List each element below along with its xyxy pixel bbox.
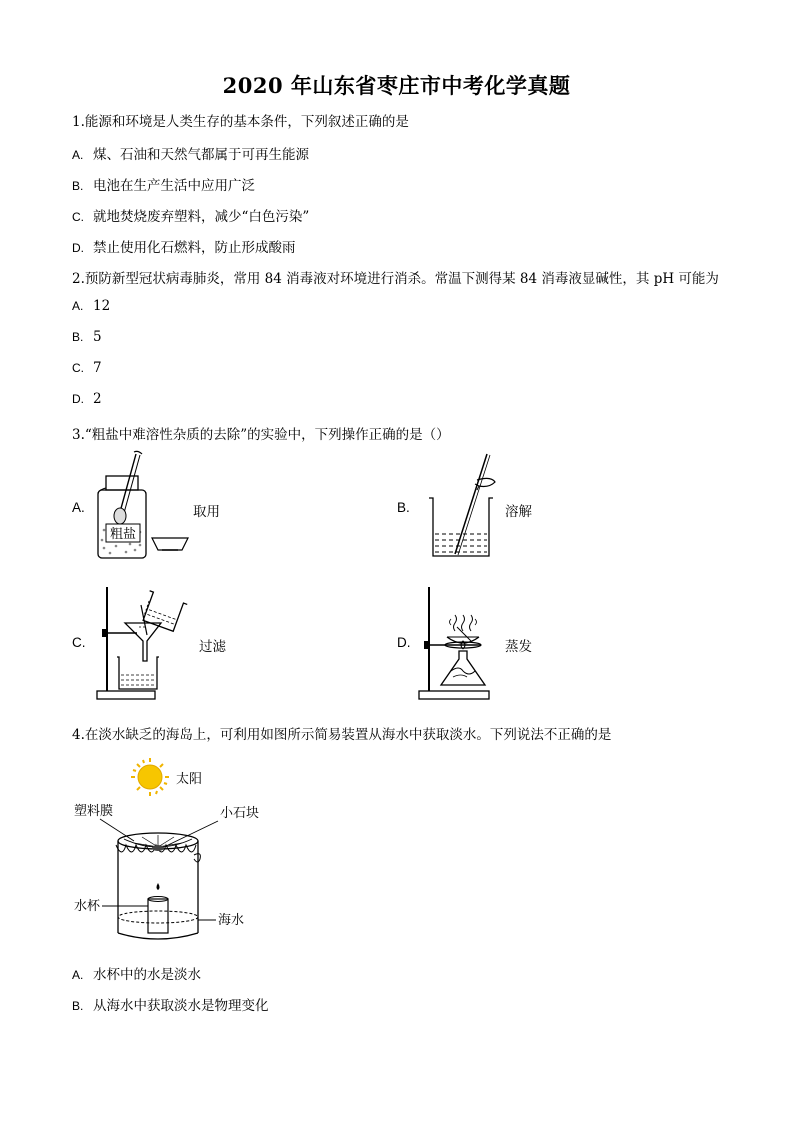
option-text: 禁止使用化石燃料，防止形成酸雨: [93, 240, 296, 256]
salt-jar-label: 粗盐: [109, 527, 137, 542]
salt-jar-figure: [90, 450, 200, 562]
option-label: C.: [72, 210, 84, 224]
q1-option-b[interactable]: [72, 174, 255, 194]
q1-option-d[interactable]: [72, 236, 296, 256]
option-label: A.: [72, 148, 84, 162]
sun-label: 太阳: [176, 772, 203, 787]
option-label: B.: [72, 330, 84, 344]
q2-option-d[interactable]: [72, 391, 102, 407]
cup-label: 水杯: [74, 899, 101, 914]
q3-figure-d-label[interactable]: D.: [397, 635, 411, 650]
q1-stem: 1.能源和环境是人类生存的基本条件，下列叙述正确的是: [72, 114, 409, 130]
option-label: B.: [72, 179, 84, 193]
q3-figure-d-caption: 蒸发: [505, 639, 532, 655]
q3-figure-a-label[interactable]: A.: [72, 500, 85, 515]
option-text: 5: [93, 329, 102, 345]
q2-stem: 2.预防新型冠状病毒肺炎，常用 84 消毒液对环境进行消杀。常温下测得某 84 消毒液显碱性，其 pH 可能为: [72, 271, 719, 287]
q1-option-c[interactable]: [72, 205, 309, 225]
option-text: 从海水中获取淡水是物理变化: [93, 998, 269, 1014]
option-text: 12: [93, 298, 111, 314]
page-title: 2020 年山东省枣庄市中考化学真题: [222, 73, 571, 98]
seawater-label: 海水: [218, 913, 245, 928]
evaporation-figure: [415, 585, 505, 703]
option-text: 煤、石油和天然气都属于可再生能源: [93, 147, 309, 163]
q3-figure-b-label[interactable]: B.: [397, 500, 410, 515]
option-label: C.: [72, 361, 84, 375]
option-text: 电池在生产生活中应用广泛: [93, 178, 255, 194]
solar-still-figure: [72, 755, 282, 955]
q2-option-a[interactable]: [72, 298, 110, 314]
q3-stem: 3.“粗盐中难溶性杂质的去除”的实验中，下列操作正确的是（）: [72, 427, 450, 443]
q4-stem: 4.在淡水缺乏的海岛上，可利用如图所示简易装置从海水中获取淡水。下列说法不正确的是: [72, 727, 612, 743]
option-label: D.: [72, 392, 84, 406]
option-label: A.: [72, 299, 84, 313]
option-text: 就地焚烧废弃塑料，减少“白色污染”: [93, 209, 310, 225]
q3-figure-c-caption: 过滤: [199, 639, 226, 655]
stone-label: 小石块: [220, 806, 260, 821]
q3-figure-b-caption: 溶解: [505, 504, 532, 520]
q2-option-b[interactable]: [72, 329, 102, 345]
q3-figure-c-label[interactable]: C.: [72, 635, 86, 650]
option-label: B.: [72, 999, 84, 1013]
option-label: D.: [72, 241, 84, 255]
q4-option-a[interactable]: [72, 963, 201, 983]
option-text: 2: [93, 391, 102, 407]
sun-icon: [131, 758, 169, 796]
option-label: A.: [72, 968, 84, 982]
film-label: 塑料膜: [74, 804, 114, 819]
beaker-stir-figure: [425, 450, 505, 562]
option-text: 水杯中的水是淡水: [93, 967, 201, 983]
q1-option-a[interactable]: [72, 143, 309, 163]
filtration-figure: [95, 585, 205, 703]
option-text: 7: [93, 360, 102, 376]
q4-option-b[interactable]: [72, 994, 269, 1014]
q3-figure-a-caption: 取用: [193, 504, 220, 520]
q2-option-c[interactable]: [72, 360, 102, 376]
